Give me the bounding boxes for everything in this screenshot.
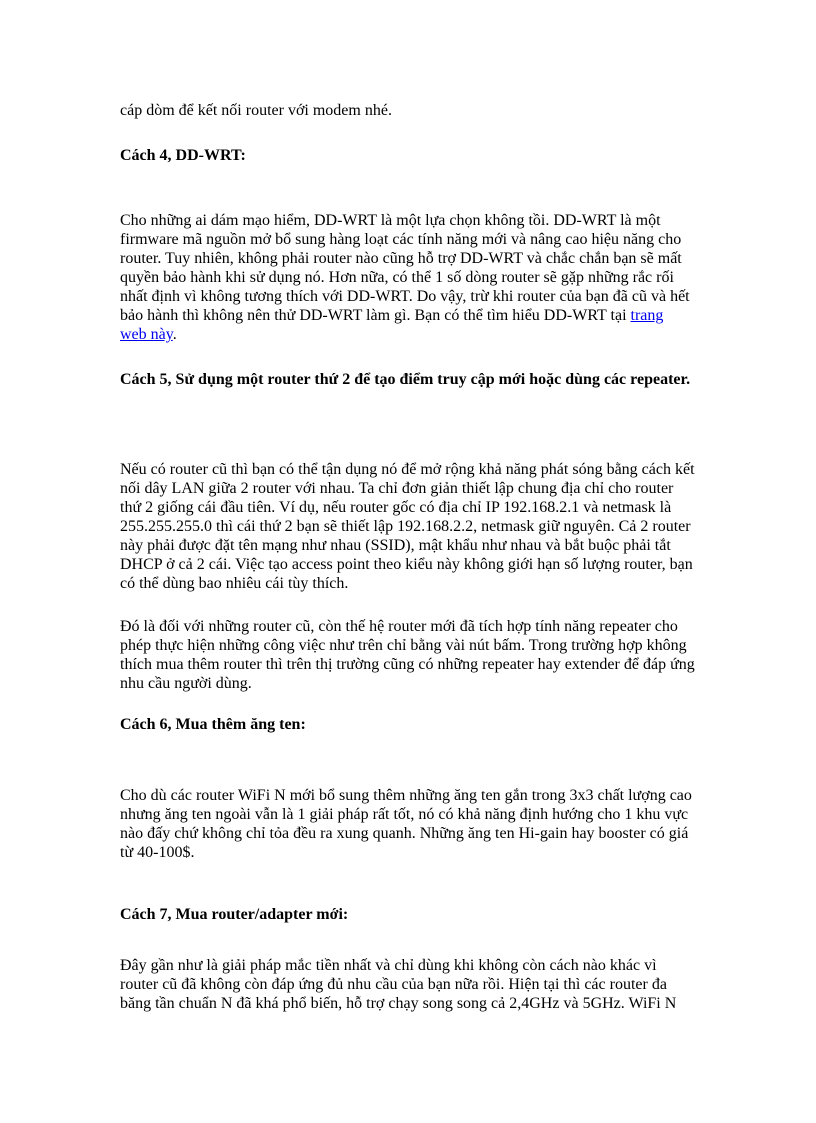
paragraph-line: nhu cầu người dùng. xyxy=(120,675,252,692)
trailing-period: . xyxy=(172,326,177,343)
section7-heading: Cách 7, Mua router/adapter mới: xyxy=(120,906,349,923)
paragraph-line: Cho những ai dám mạo hiểm, DD-WRT là một lựa chọn không tồi. DD-WRT là một xyxy=(120,212,661,229)
paragraph-line-with-link xyxy=(120,325,700,344)
paragraph-line: này phải được đặt tên mạng như nhau (SSID), mật khẩu như nhau và bắt buộc phải tắt xyxy=(120,537,671,554)
paragraph-line: 255.255.255.0 thì cái thứ 2 bạn sẽ thiết lập 192.168.2.2, netmask giữ nguyên. Cả 2 router xyxy=(120,518,691,535)
paragraph-line: quyền bảo hành khi sử dụng nó. Hơn nữa, có thể 1 số dòng router sẽ gặp những rắc rối xyxy=(120,269,674,286)
paragraph-line: phép thực hiện những công việc như trên chỉ bằng vài nút bấm. Trong trường hợp không xyxy=(120,637,687,654)
paragraph-line: firmware mã nguồn mở bổ sung hàng loạt các tính năng mới và nâng cao hiệu năng cho xyxy=(120,231,682,248)
paragraph-line: nhất định vì không tương thích với DD-WRT. Do vậy, trừ khi router của bạn đã cũ và hết xyxy=(120,288,690,305)
ddwrt-website-link-continued[interactable]: web này xyxy=(120,326,173,343)
paragraph-line: thứ 2 giống cái đầu tiên. Ví dụ, nếu router gốc có địa chỉ IP 192.168.2.1 và netmask là xyxy=(120,499,672,516)
paragraph-line: router cũ đã không còn đáp ứng đủ nhu cầu của bạn nữa rồi. Hiện tại thì các router đa xyxy=(120,976,667,993)
section4-paragraph xyxy=(120,211,700,344)
intro-fragment: cáp dòm để kết nối router với modem nhé. xyxy=(120,102,392,119)
paragraph-line: băng tần chuẩn N đã khá phổ biến, hỗ trợ chạy song song cả 2,4GHz và 5GHz. WiFi N xyxy=(120,995,677,1012)
paragraph-line: DHCP ở cả 2 cái. Việc tạo access point theo kiểu này không giới hạn số lượng router, bạn xyxy=(120,556,693,573)
paragraph-line: nối dây LAN giữa 2 router với nhau. Ta chỉ đơn giản thiết lập chung địa chỉ cho router xyxy=(120,480,674,497)
section6-heading: Cách 6, Mua thêm ăng ten: xyxy=(120,716,306,733)
paragraph-line-text: bảo hành thì không nên thử DD-WRT làm gì. Bạn có thể tìm hiểu DD-WRT tại xyxy=(120,307,631,324)
paragraph-line: Cho dù các router WiFi N mới bổ sung thêm những ăng ten gắn trong 3x3 chất lượng cao xyxy=(120,787,692,804)
section5-paragraph-2 xyxy=(120,617,700,693)
paragraph-line: Đây gần như là giải pháp mắc tiền nhất và chỉ dùng khi không còn cách nào khác vì xyxy=(120,957,657,974)
paragraph-line: Nếu có router cũ thì bạn có thể tận dụng nó để mở rộng khả năng phát sóng bằng cách kết xyxy=(120,461,695,478)
section5-heading: Cách 5, Sử dụng một router thứ 2 để tạo điểm truy cập mới hoặc dùng các repeater. xyxy=(120,371,691,388)
section5-paragraph-1 xyxy=(120,460,700,593)
section6-paragraph xyxy=(120,786,700,862)
paragraph-line: có thể dùng bao nhiêu cái tùy thích. xyxy=(120,575,349,592)
paragraph-line: thích mua thêm router thì trên thị trường cũng có những repeater hay extender để đáp ứng xyxy=(120,656,695,673)
paragraph-line: từ 40-100$. xyxy=(120,844,195,861)
paragraph-line: router. Tuy nhiên, không phải router nào cũng hỗ trợ DD-WRT và chắc chắn bạn sẽ mất xyxy=(120,250,682,267)
paragraph-line: Đó là đối với những router cũ, còn thế hệ router mới đã tích hợp tính năng repeater cho xyxy=(120,618,678,635)
paragraph-line: nhưng ăng ten ngoài vẫn là 1 giải pháp rất tốt, nó có khả năng định hướng cho 1 khu vực xyxy=(120,806,689,823)
section4-heading: Cách 4, DD-WRT: xyxy=(120,147,246,164)
paragraph-line-with-link xyxy=(120,306,700,325)
ddwrt-website-link[interactable]: trang xyxy=(630,307,664,324)
section7-paragraph xyxy=(120,956,700,1013)
paragraph-line: nào đấy chứ không chỉ tỏa đều ra xung quanh. Những ăng ten Hi-gain hay booster có giá xyxy=(120,825,689,842)
